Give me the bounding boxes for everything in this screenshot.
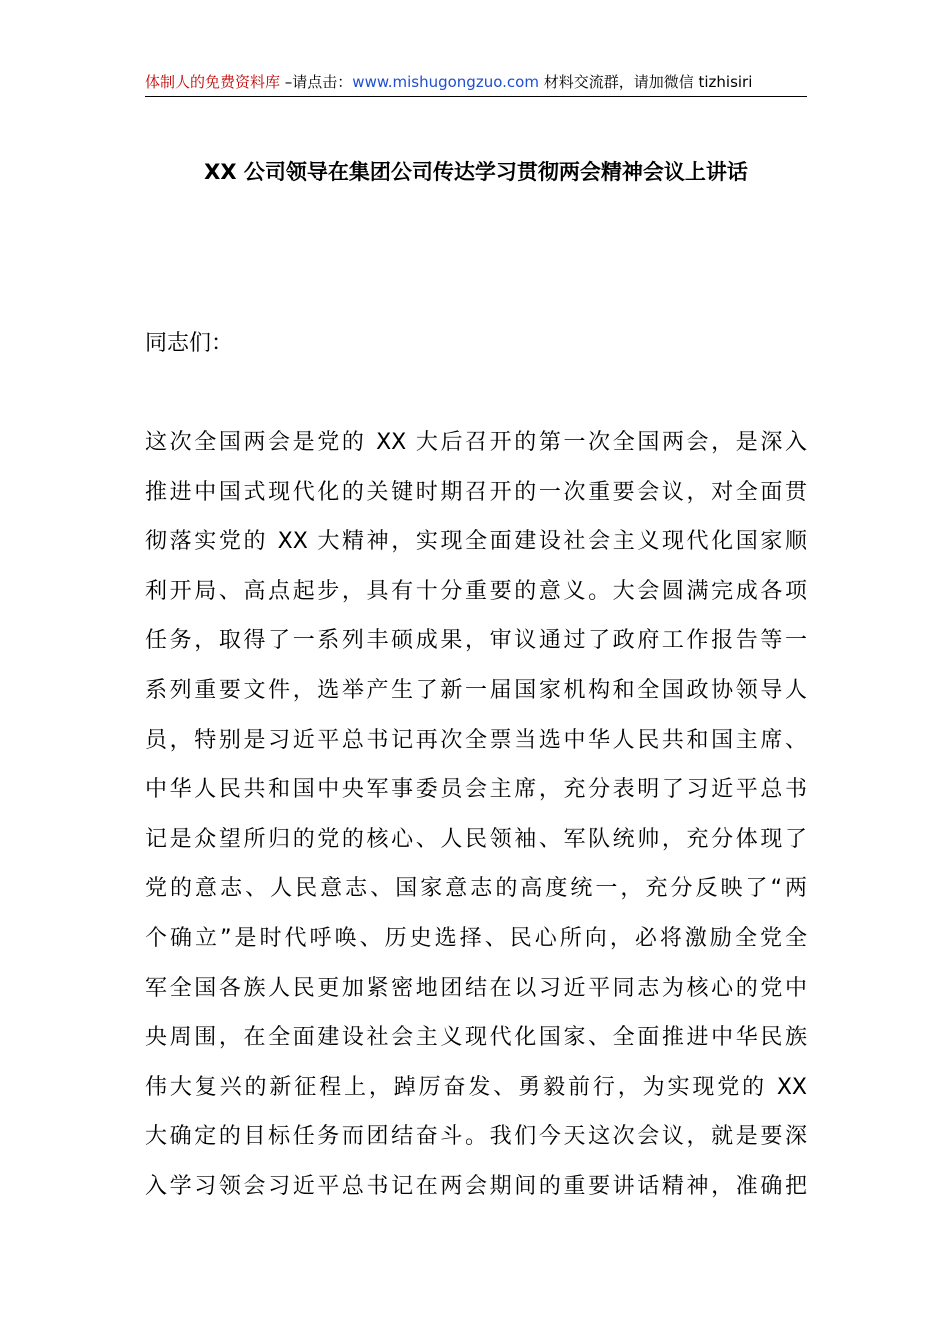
body-line: 党的意志、人民意志、国家意志的高度统一，充分反映了“两 [145, 876, 807, 902]
body-line: 个确立”是时代呼唤、历史选择、民心所向，必将激励全党全 [145, 925, 807, 951]
body-line: 伟大复兴的新征程上，踔厉奋发、勇毅前行，为实现党的 XX [145, 1074, 807, 1100]
body-line: 央周围，在全面建设社会主义现代化国家、全面推进中华民族 [145, 1025, 807, 1051]
header-contact: 材料交流群，请加微信 tizhisiri [538, 73, 753, 91]
body-line: 大确定的目标任务而团结奋斗。我们今天这次会议，就是要深 [145, 1124, 807, 1150]
salutation: 同志们： [145, 331, 234, 356]
body-paragraph [145, 423, 807, 1217]
body-line: 员，特别是习近平总书记再次全票当选中华人民共和国主席、 [145, 727, 807, 753]
body-line: 推进中国式现代化的关键时期召开的一次重要会议，对全面贯 [145, 479, 807, 505]
body-line: 系列重要文件，选举产生了新一届国家机构和全国政协领导人 [145, 677, 807, 703]
body-line: 入学习领会习近平总书记在两会期间的重要讲话精神，准确把 [145, 1173, 807, 1199]
header-library-name: 体制人的免费资料库 [145, 73, 281, 91]
body-line: 记是众望所归的党的核心、人民领袖、军队统帅，充分体现了 [145, 826, 807, 852]
document-title: XX 公司领导在集团公司传达学习贯彻两会精神会议上讲话 [204, 160, 748, 184]
header-url-link[interactable]: www.mishugongzuo.com [352, 73, 539, 91]
body-line: 任务，取得了一系列丰硕成果，审议通过了政府工作报告等一 [145, 628, 807, 654]
body-line: 中华人民共和国中央军事委员会主席，充分表明了习近平总书 [145, 777, 807, 803]
header-divider [145, 96, 807, 97]
body-line: 利开局、高点起步，具有十分重要的意义。大会圆满完成各项 [145, 578, 807, 604]
body-line: 这次全国两会是党的 XX 大后召开的第一次全国两会，是深入 [145, 430, 807, 455]
body-line: 彻落实党的 XX 大精神，实现全面建设社会主义现代化国家顺 [145, 529, 807, 555]
header-prompt: –请点击： [280, 73, 353, 91]
header-banner [145, 70, 807, 94]
body-line: 军全国各族人民更加紧密地团结在以习近平同志为核心的党中 [145, 975, 807, 1001]
